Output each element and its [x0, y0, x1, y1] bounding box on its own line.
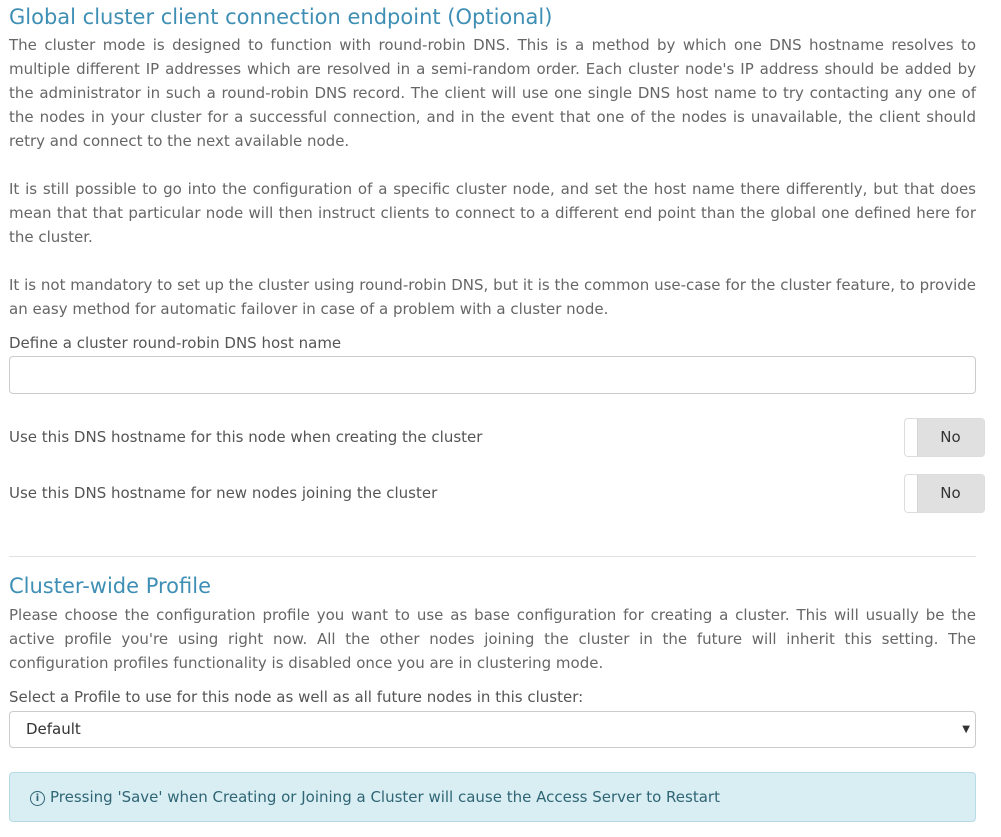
endpoint-description-2: It is still possible to go into the configuration of a specific cluster node, and set the host name there differently, but that does mean that that particular node will then instruct clients to connect to a different end point than the global one defined here for the cluster. — [9, 180, 976, 246]
endpoint-description-3: It is not mandatory to set up the cluster using round-robin DNS, but it is the common use-case for the cluster feature, to provide an easy method for automatic failover in case of a problem with a cluster node. — [9, 276, 976, 318]
toggle-state: No — [940, 428, 961, 446]
toggle-this-node-label: Use this DNS hostname for this node when creating the cluster — [9, 428, 483, 446]
restart-warning-alert — [9, 772, 976, 822]
toggle-state: No — [940, 484, 961, 502]
hostname-label: Define a cluster round-robin DNS host name — [9, 334, 342, 352]
section-divider — [9, 556, 976, 557]
profile-select-label: Select a Profile to use for this node as well as all future nodes in this cluster: — [9, 688, 584, 706]
alert-text: Pressing 'Save' when Creating or Joining a Cluster will cause the Access Server to Restart — [50, 788, 720, 806]
info-icon: i — [30, 791, 45, 806]
profile-description: Please choose the configuration profile you want to use as base configuration for creating a cluster. This will usually be the active profile you're using right now. All the other nodes joining the cluster in the future will inherit this setting. The configuration profiles functionality is disabled once you are in clustering mode. — [9, 606, 976, 672]
toggle-new-nodes[interactable] — [904, 474, 985, 513]
chevron-down-icon: ▼ — [962, 724, 970, 735]
endpoint-section-title: Global cluster client connection endpoint (Optional) — [9, 5, 553, 29]
profile-select-value: Default — [26, 720, 81, 738]
profile-select[interactable] — [9, 711, 976, 748]
toggle-this-node[interactable] — [904, 418, 985, 457]
endpoint-description-1: The cluster mode is designed to function with round-robin DNS. This is a method by which one DNS hostname resolves to multiple different IP addresses which are resolved in a semi-random order. Each cluster node's IP address should be added by the administrator in such a round-robin DNS record. The client will use one single DNS host name to try contacting any one of the nodes in your cluster for a successful connection, and in the event that one of the nodes is unavailable, the client should retry and connect to the next available node. — [9, 36, 976, 150]
hostname-input[interactable] — [9, 356, 976, 394]
toggle-new-nodes-label: Use this DNS hostname for new nodes joining the cluster — [9, 484, 438, 502]
profile-section-title: Cluster-wide Profile — [9, 574, 212, 598]
